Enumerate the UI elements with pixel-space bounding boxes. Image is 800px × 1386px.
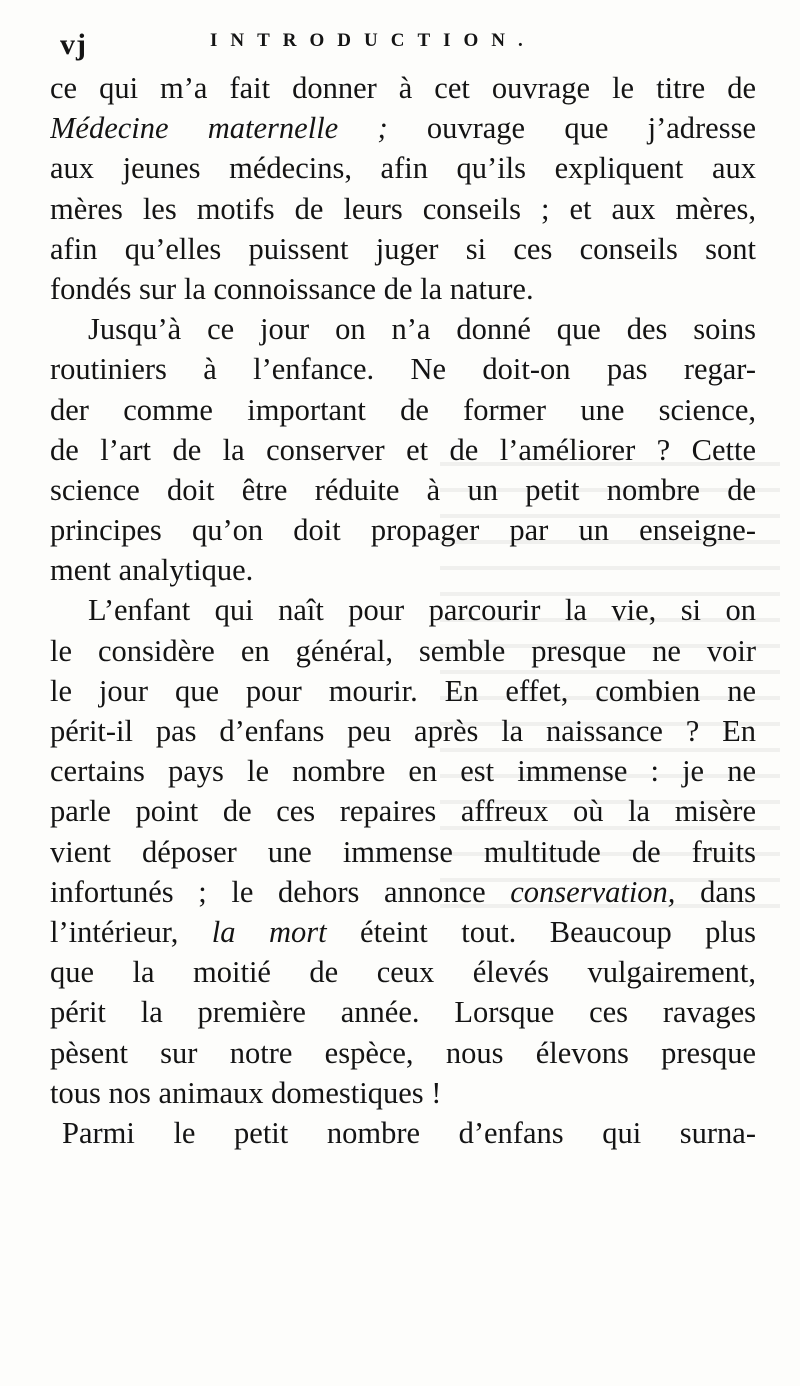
text-line bbox=[50, 872, 756, 912]
running-head bbox=[60, 26, 760, 70]
text-segment: vient déposer une immense multitude de fruits bbox=[50, 834, 756, 869]
text-line bbox=[50, 430, 756, 470]
text-segment: de l’art de la conserver et de l’améliorer ? Cette bbox=[50, 432, 756, 467]
text-segment: infortunés ; le dehors annonce bbox=[50, 874, 511, 909]
text-segment: éteint tout. Beaucoup plus bbox=[326, 914, 756, 949]
text-segment: la mort bbox=[211, 914, 327, 949]
text-line bbox=[50, 470, 756, 510]
text-segment: l’intérieur, bbox=[50, 914, 212, 949]
text-line bbox=[50, 1073, 756, 1113]
text-line bbox=[50, 229, 756, 269]
text-line bbox=[50, 590, 756, 630]
text-segment: afin qu’elles puissent juger si ces conseils sont bbox=[50, 231, 756, 266]
text-segment: conservation, bbox=[510, 874, 676, 909]
text-line bbox=[50, 1033, 756, 1073]
text-segment: Jusqu’à ce jour on n’a donné que des soins bbox=[88, 312, 756, 347]
text-line bbox=[50, 349, 756, 389]
page-number: vj bbox=[60, 28, 87, 61]
text-line bbox=[50, 751, 756, 791]
text-line bbox=[50, 992, 756, 1032]
text-segment: le considère en général, semble presque ne voir bbox=[50, 633, 756, 668]
text-segment: parle point de ces repaires affreux où la misère bbox=[50, 794, 756, 829]
text-segment: certains pays le nombre en est immense : je ne bbox=[50, 754, 756, 789]
text-line bbox=[50, 108, 756, 148]
text-segment: ouvrage que j’adresse bbox=[387, 111, 756, 146]
running-title: INTRODUCTION. bbox=[210, 30, 536, 51]
text-line bbox=[50, 711, 756, 751]
text-line bbox=[50, 390, 756, 430]
text-segment: pèsent sur notre espèce, nous élevons presque bbox=[50, 1035, 756, 1070]
text-line bbox=[50, 832, 756, 872]
text-segment: mères les motifs de leurs conseils ; et aux mères, bbox=[50, 191, 756, 226]
body-text bbox=[50, 68, 756, 1153]
text-segment: fondés sur la connoissance de la nature. bbox=[50, 271, 534, 306]
text-segment: aux jeunes médecins, afin qu’ils expliquent aux bbox=[50, 151, 756, 186]
text-segment: Parmi le petit nombre d’enfans qui surna- bbox=[62, 1115, 756, 1150]
text-line bbox=[50, 309, 756, 349]
text-segment: der comme important de former une science, bbox=[50, 392, 756, 427]
text-segment: science doit être réduite à un petit nombre de bbox=[50, 472, 756, 507]
text-line bbox=[50, 1113, 756, 1153]
text-segment: périt la première année. Lorsque ces ravages bbox=[50, 995, 756, 1030]
text-line bbox=[50, 952, 756, 992]
text-segment: que la moitié de ceux élevés vulgairement, bbox=[50, 955, 756, 990]
text-segment: routiniers à l’enfance. Ne doit-on pas regar- bbox=[50, 352, 756, 387]
text-segment: le jour que pour mourir. En effet, combien ne bbox=[50, 673, 756, 708]
text-segment: tous nos animaux domestiques ! bbox=[50, 1075, 442, 1110]
text-line bbox=[50, 148, 756, 188]
text-segment: périt-il pas d’enfans peu après la naissance ? En bbox=[50, 714, 756, 748]
text-segment: Médecine maternelle ; bbox=[50, 111, 388, 146]
text-line bbox=[50, 550, 756, 590]
text-line bbox=[50, 510, 756, 550]
text-segment: principes qu’on doit propager par un enseigne- bbox=[50, 513, 756, 548]
text-line bbox=[50, 631, 756, 671]
text-segment: L’enfant qui naît pour parcourir la vie, si on bbox=[88, 593, 756, 628]
text-line bbox=[50, 68, 756, 108]
text-segment: ce qui m’a fait donner à cet ouvrage le titre de bbox=[50, 71, 756, 105]
text-line bbox=[50, 912, 756, 952]
text-line bbox=[50, 791, 756, 831]
text-segment: dans bbox=[675, 874, 756, 909]
text-line bbox=[50, 671, 756, 711]
text-line bbox=[50, 189, 756, 229]
text-segment: ment analytique. bbox=[50, 553, 254, 588]
text-line bbox=[50, 269, 756, 309]
